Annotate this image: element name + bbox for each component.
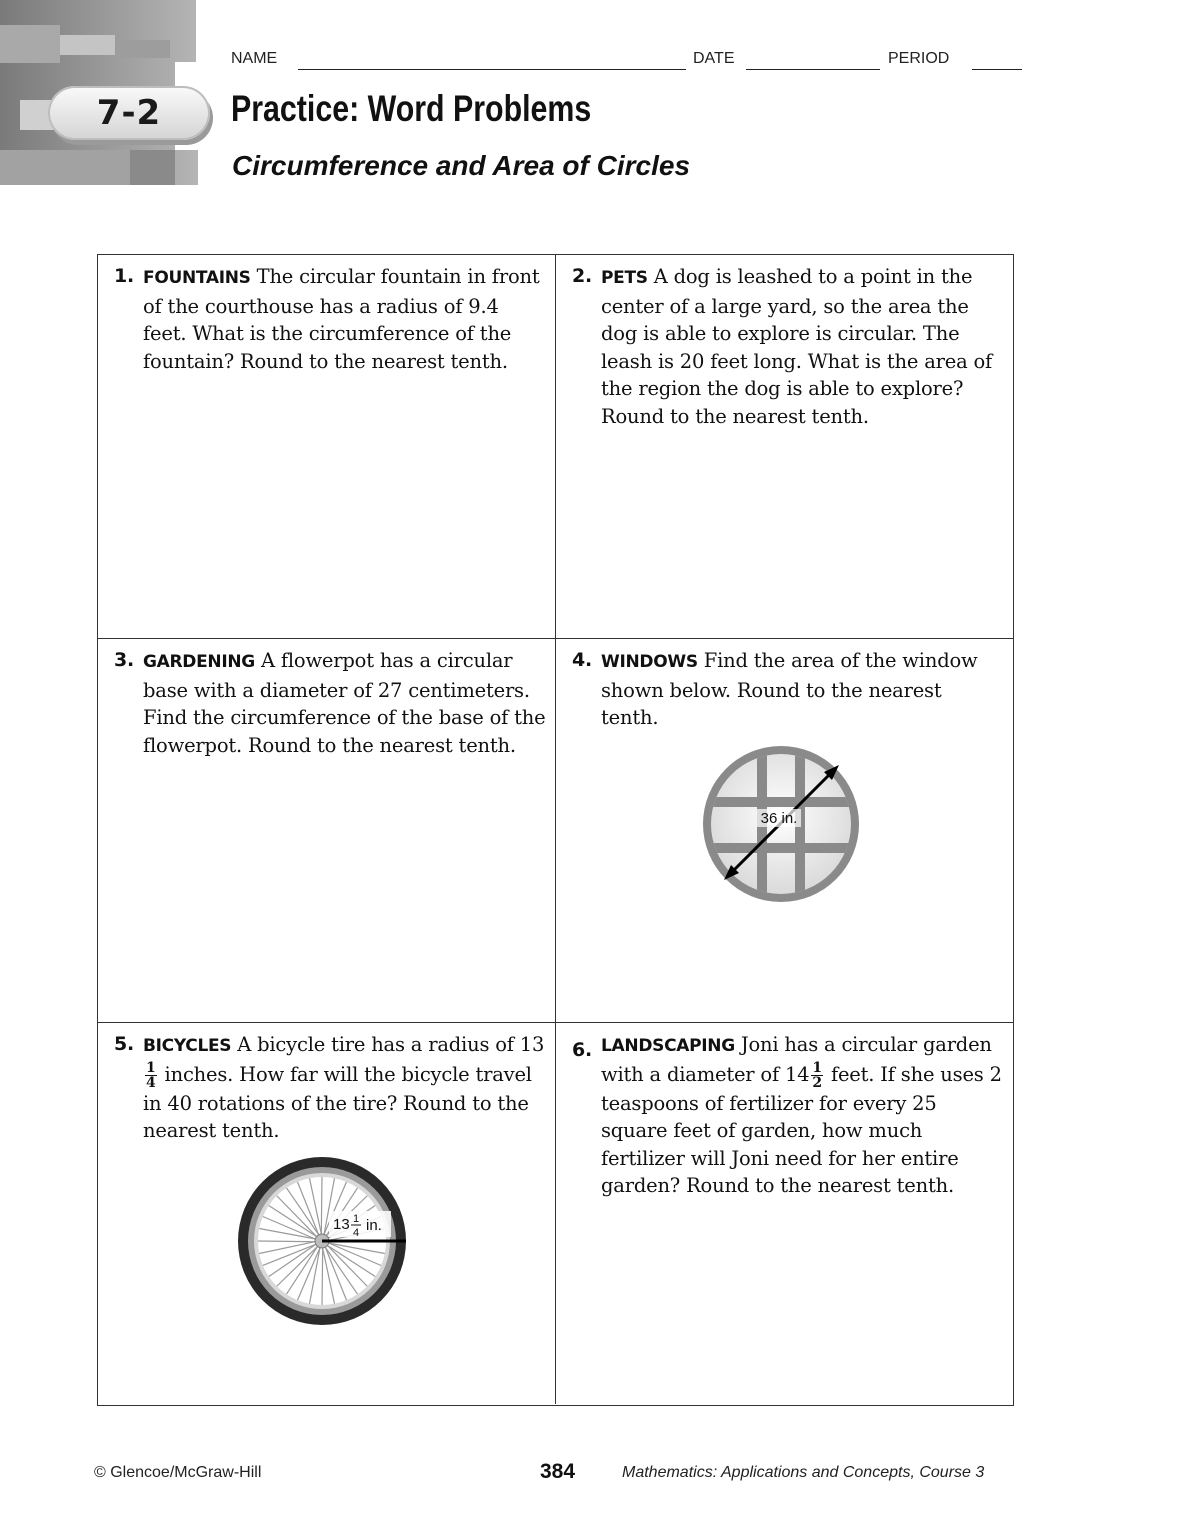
problem-text-end: feet. If she uses 2 teaspoons of fertilizer for every 25 square feet of garden, how much fertilizer will Joni need for her entire garden? Round to the nearest tenth. — [601, 1062, 1002, 1197]
problem-topic: FOUNTAINS — [143, 268, 251, 288]
problem-number: 2. — [572, 265, 593, 287]
tire-radius-frac-num: 1 — [352, 1213, 360, 1225]
problem-text: Find the area of the window shown below. Round to the nearest tenth. — [601, 649, 978, 729]
problem-cell-1[interactable] — [98, 255, 556, 639]
problem-topic: PETS — [601, 268, 648, 288]
spoke — [322, 1247, 323, 1305]
problem-text-start: Joni has a circular garden with a diameter of 14 — [601, 1033, 992, 1086]
spoke — [258, 1241, 316, 1242]
period-blank[interactable] — [972, 69, 1022, 70]
window-diameter-label: 36 in. — [760, 810, 798, 827]
tire-radius-whole: 13 — [333, 1216, 350, 1233]
name-blank[interactable] — [298, 69, 686, 70]
period-label: PERIOD — [888, 50, 950, 67]
problem-2 — [572, 263, 1004, 430]
lesson-badge: 7-2 — [48, 86, 210, 140]
problem-grid — [97, 254, 1014, 1406]
problem-number: 5. — [114, 1033, 135, 1055]
page-number: 384 — [540, 1460, 576, 1483]
page-subtitle: Circumference and Area of Circles — [232, 150, 691, 181]
fraction: $\frac{1}{2}$ — [812, 1059, 822, 1091]
problem-5 — [114, 1031, 546, 1145]
name-label: NAME — [231, 50, 278, 67]
problem-number: 1. — [114, 265, 135, 287]
problem-text-end: inches. How far will the bicycle travel in 40 rotations of the tire? Round to the nearest tenth. — [143, 1062, 532, 1142]
book-title: Mathematics: Applications and Concepts, Course 3 — [622, 1464, 985, 1481]
problem-topic: WINDOWS — [601, 652, 698, 672]
problem-text: A dog is leashed to a point in the center of a large yard, so the area the dog is able to explore is circular. The leash is 20 feet long. What is the area of the region the dog is able to explore? Round to the nearest tenth. — [601, 265, 993, 428]
bicycle-tire-figure — [234, 1153, 414, 1333]
problem-cell-5[interactable] — [98, 1023, 556, 1404]
problem-cell-3[interactable] — [98, 639, 556, 1023]
tire-radius-unit: in. — [366, 1217, 382, 1234]
date-blank[interactable] — [746, 69, 880, 70]
problem-cell-2[interactable] — [556, 255, 1013, 639]
copyright: © Glencoe/McGraw-Hill — [94, 1464, 262, 1481]
spoke — [321, 1177, 322, 1235]
date-label: DATE — [693, 50, 735, 67]
problem-number: 3. — [114, 649, 135, 671]
problem-topic: LANDSCAPING — [601, 1036, 735, 1056]
problem-text-start: A bicycle tire has a radius of 13 — [237, 1033, 545, 1056]
problem-number: 6. — [572, 1039, 593, 1061]
problem-topic: GARDENING — [143, 652, 255, 672]
problem-text: A flowerpot has a circular base with a diameter of 27 centimeters. Find the circumference of the base of the flowerpot. Round to the nearest tenth. — [143, 649, 546, 757]
problem-cell-6[interactable] — [556, 1023, 1013, 1404]
problem-3 — [114, 647, 546, 759]
problem-topic: BICYCLES — [143, 1036, 232, 1056]
page-title: Practice: Word Problems — [231, 88, 592, 129]
circular-window-figure — [696, 739, 866, 909]
tire-radius-frac-den: 4 — [352, 1227, 360, 1239]
problem-text: The circular fountain in front of the courthouse has a radius of 9.4 feet. What is the circumference of the fountain? Round to the nearest tenth. — [143, 265, 540, 373]
fraction: $\frac{1}{4}$ — [146, 1059, 156, 1091]
problem-cell-4[interactable] — [556, 639, 1013, 1023]
problem-4 — [572, 647, 1004, 732]
problem-6 — [572, 1031, 1004, 1200]
problem-1 — [114, 263, 546, 375]
problem-number: 4. — [572, 649, 593, 671]
